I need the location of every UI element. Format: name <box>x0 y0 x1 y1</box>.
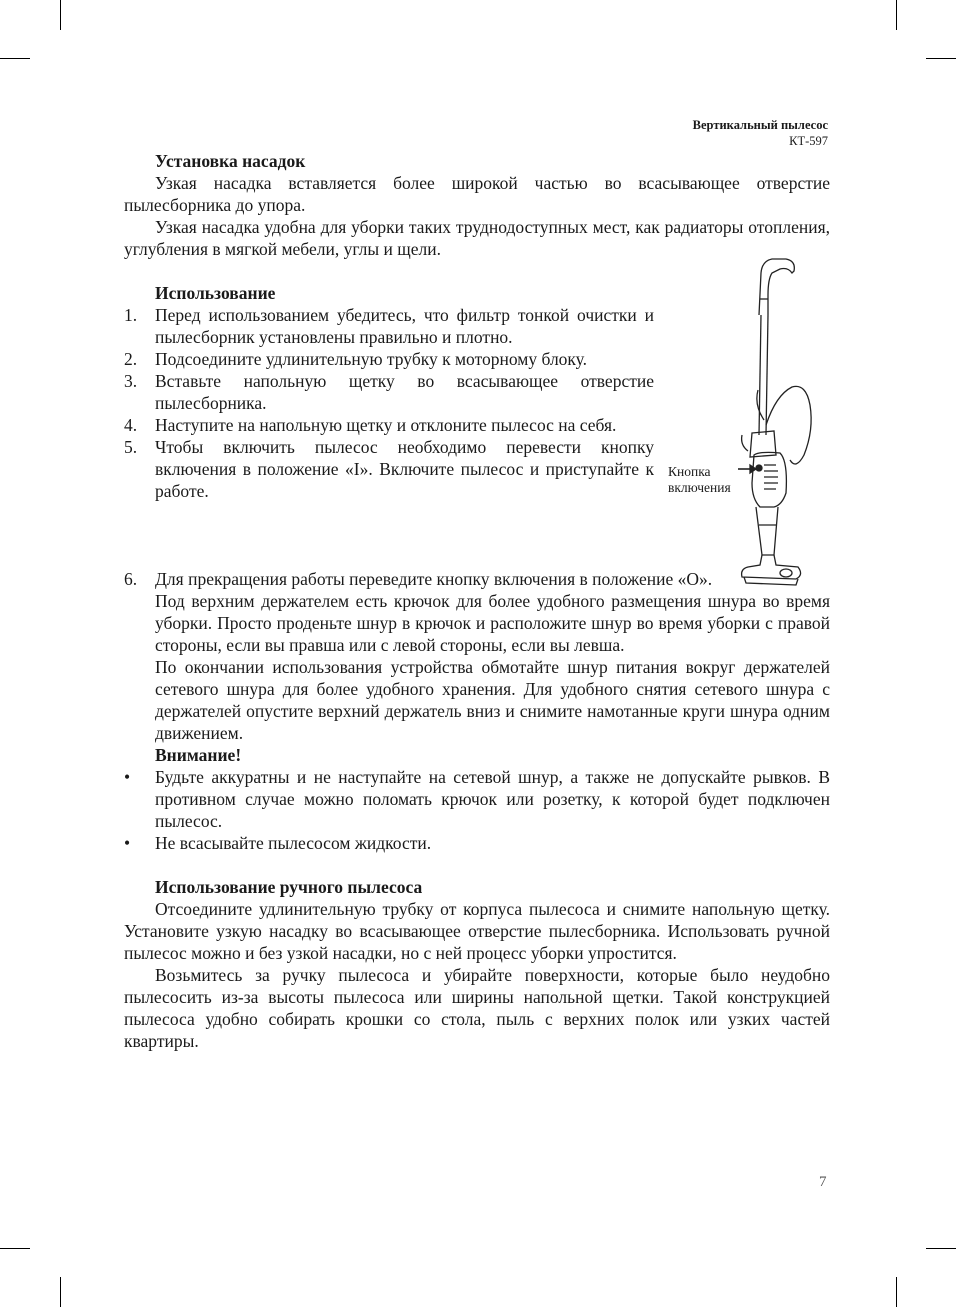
paragraph: Возьмитесь за ручку пылесоса и убирайте поверхности, которые было неудобно пылесосить из-за высоты пылесоса или ширины напольной щетки. Такой конструкцией пылесоса удобно собирать крошки со стола, пыль с верхних полок или узких частей квартиры. <box>124 965 830 1051</box>
list-item <box>124 304 654 348</box>
step-number: 2. <box>124 349 138 369</box>
step-number: 3. <box>124 371 138 391</box>
step-text: Наступите на напольную щетку и отклоните пылесос на себя. <box>155 415 617 435</box>
running-header <box>693 117 828 149</box>
label-line: Кнопка <box>668 464 711 479</box>
paragraph: По окончании использования устройства обмотайте шнур питания вокруг держателей сетевого шнура для более удобного хранения. Для удобного снятия сетевого шнура с держателей опустите верхний держатель вниз и снимите намотанные круги шнура одним движением. <box>155 657 830 743</box>
step-number: 4. <box>124 415 138 435</box>
crop-mark <box>896 0 897 30</box>
step-number: 1. <box>124 305 138 325</box>
bullet-icon: • <box>124 767 131 787</box>
step-text: Подсоедините удлинительную трубку к моторному блоку. <box>155 349 588 369</box>
crop-mark <box>0 1248 30 1249</box>
page-number: 7 <box>819 1174 827 1190</box>
paragraph: Узкая насадка вставляется более широкой частью во всасывающее отверстие пылесборника до упора. <box>124 173 830 215</box>
list-item <box>124 370 654 414</box>
crop-mark <box>60 0 61 30</box>
step-text: Вставьте напольную щетку во всасывающее отверстие пылесборника. <box>155 371 654 413</box>
step-number: 5. <box>124 437 138 457</box>
warning-text: Будьте аккуратны и не наступайте на сетевой шнур, а также не допускайте рывков. В противном случае можно поломать крючок или розетку, к которой будет подключен пылесос. <box>155 767 830 831</box>
list-item <box>124 348 654 370</box>
section-title-nozzles: Установка насадок <box>155 151 306 171</box>
usage-steps-list <box>124 304 654 502</box>
paragraph: Узкая насадка удобна для уборки таких труднодоступных мест, как радиаторы отопления, углубления в мягкой мебели, углы и щели. <box>124 217 830 259</box>
step-text: Для прекращения работы переведите кнопку включения в положение «О». <box>155 569 713 589</box>
list-item <box>124 414 654 436</box>
crop-mark <box>926 58 956 59</box>
step-text: Чтобы включить пылесос необходимо перевести кнопку включения в положение «I». Включите пылесос и приступайте к работе. <box>155 437 654 501</box>
crop-mark <box>926 1248 956 1249</box>
crop-mark <box>60 1277 61 1307</box>
label-line: включения <box>668 480 731 495</box>
paragraph: Отсоедините удлинительную трубку от корпуса пылесоса и снимите напольную щетку. Установите узкую насадку во всасывающее отверстие пылесборника. Использовать ручной пылесос можно и без узкой насадки, но с ней процесс уборки упростится. <box>124 899 830 963</box>
vacuum-illustration <box>664 255 834 595</box>
step-text: Перед использованием убедитесь, что фильтр тонкой очистки и пылесборник установлены правильно и плотно. <box>155 305 654 347</box>
section-title-handheld: Использование ручного пылесоса <box>155 877 423 897</box>
model-number: КТ-597 <box>789 134 828 148</box>
warning-text: Не всасывайте пылесосом жидкости. <box>155 833 432 853</box>
warning-item <box>124 766 830 832</box>
paragraph: Под верхним держателем есть крючок для более удобного размещения шнура во время уборки. Просто проденьте шнур в крючок и расположите шнур во время уборки с правой стороны, если вы правша или с левой стороны, если вы левша. <box>155 591 830 655</box>
list-item <box>124 436 654 502</box>
warning-item <box>124 832 830 854</box>
section-title-usage: Использование <box>155 283 276 303</box>
bullet-icon: • <box>124 833 131 853</box>
step-number: 6. <box>124 569 138 589</box>
warning-title: Внимание! <box>155 745 242 765</box>
crop-mark <box>0 58 30 59</box>
product-name: Вертикальный пылесос <box>692 118 828 132</box>
crop-mark <box>896 1277 897 1307</box>
